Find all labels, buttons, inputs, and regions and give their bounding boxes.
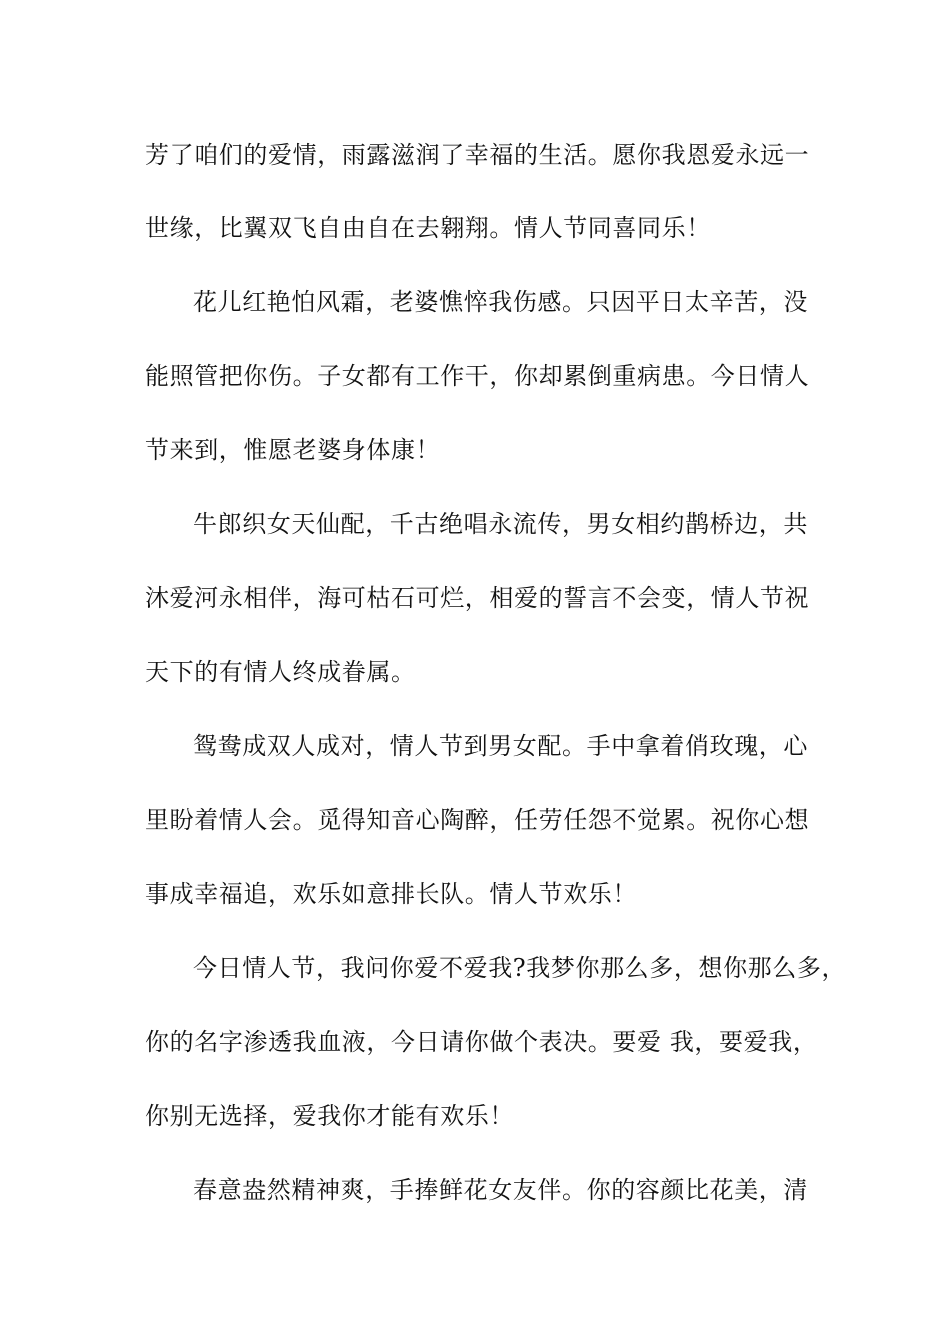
text-line: 你别无选择，爱我你才能有欢乐！ [145, 1102, 514, 1130]
text-line: 芳了咱们的爱情，雨露滋润了幸福的生活。愿你我恩爱永远一 [145, 141, 810, 169]
paragraph-first-line: 春意盎然精神爽，手捧鲜花女友伴。你的容颜比花美，清 [193, 1176, 808, 1204]
paragraph-first-line: 鸳鸯成双人成对，情人节到男女配。手中拿着俏玫瑰，心 [193, 732, 808, 760]
paragraph-first-line: 花儿红艳怕风霜，老婆憔悴我伤感。只因平日太辛苦，没 [193, 288, 808, 316]
text-line: 里盼着情人会。觅得知音心陶醉，任劳任怨不觉累。祝你心想 [145, 806, 810, 834]
text-line: 能照管把你伤。子女都有工作干，你却累倒重病患。今日情人 [145, 362, 810, 390]
text-line: 世缘，比翼双飞自由自在去翱翔。情人节同喜同乐！ [145, 214, 711, 242]
paragraph-first-line: 牛郎织女天仙配，千古绝唱永流传，男女相约鹊桥边，共 [193, 510, 808, 538]
text-line: 天下的有情人终成眷属。 [145, 658, 416, 686]
text-line: 事成幸福追，欢乐如意排长队。情人节欢乐！ [145, 880, 637, 908]
text-line: 你的名字渗透我血液，今日请你做个表决。要爱 我，要爱我， [145, 1028, 818, 1056]
paragraph-first-line: 今日情人节，我问你爱不爱我?我梦你那么多，想你那么多， [193, 954, 847, 982]
text-line: 沐爱河永相伴，海可枯石可烂，相爱的誓言不会变，情人节祝 [145, 584, 810, 612]
text-line: 节来到，惟愿老婆身体康！ [145, 436, 441, 464]
